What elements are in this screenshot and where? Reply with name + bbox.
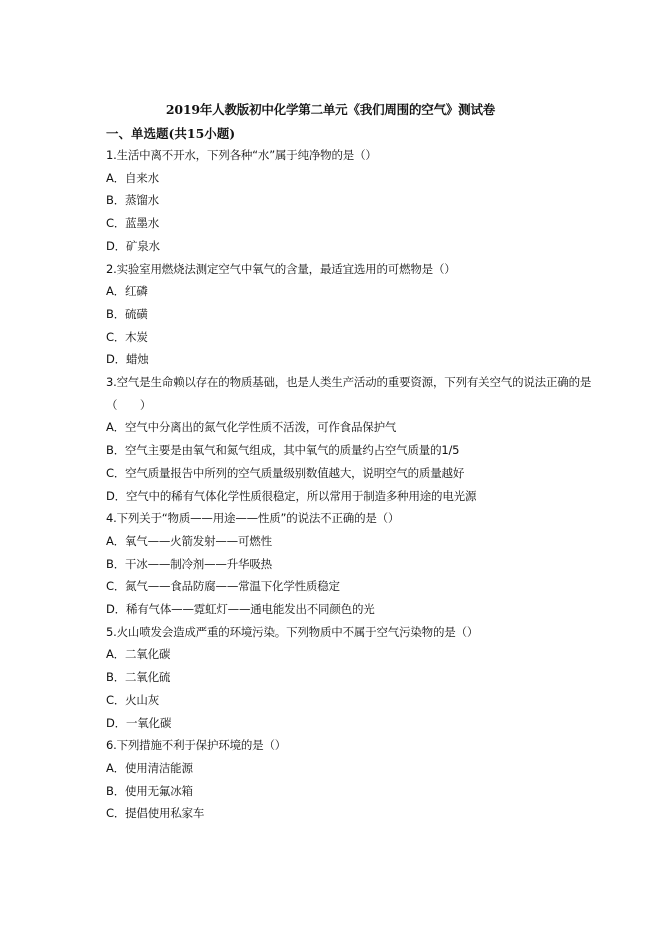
answer-option: D．空气中的稀有气体化学性质很稳定，所以常用于制造多种用途的电光源 — [106, 488, 477, 503]
answer-option: B．蒸馏水 — [106, 193, 159, 208]
answer-option: A．二氧化碳 — [106, 647, 171, 662]
answer-option: B．使用无氟冰箱 — [106, 783, 193, 798]
answer-option: C．木炭 — [106, 329, 148, 344]
answer-option: B．硫磺 — [106, 306, 148, 321]
answer-option: B．二氧化硫 — [106, 670, 171, 685]
answer-option: A．自来水 — [106, 170, 159, 185]
answer-option: A．红磷 — [106, 284, 148, 299]
answer-option: D．矿泉水 — [106, 238, 160, 253]
answer-option: B．空气主要是由氧气和氮气组成，其中氧气的质量约占空气质量的1/5 — [106, 443, 460, 458]
answer-option: C．蓝墨水 — [106, 216, 160, 231]
answer-option: A．氧气——火箭发射——可燃性 — [106, 533, 272, 548]
question-text: 2.实验室用燃烧法测定空气中氧气的含量，最适宜选用的可燃物是（） — [106, 261, 456, 276]
question-text: 3.空气是生命赖以存在的物质基础，也是人类生产活动的重要资源，下列有关空气的说法正确的是 — [106, 375, 592, 389]
question-text: （ ） — [106, 397, 152, 412]
document-title: 2019年人教版初中化学第二单元《我们周围的空气》测试卷 — [165, 102, 496, 117]
question-text: 4.下列关于“物质——用途——性质”的说法不正确的是（） — [106, 511, 400, 526]
answer-option: C．空气质量报告中所列的空气质量级别数值越大，说明空气的质量越好 — [106, 465, 465, 480]
answer-option: C．氮气——食品防腐——常温下化学性质稳定 — [106, 579, 340, 594]
answer-option: D．一氧化碳 — [106, 715, 172, 730]
answer-option: A．使用清洁能源 — [106, 760, 193, 775]
question-text: 5.火山喷发会造成严重的环境污染。下列物质中不属于空气污染物的是（） — [106, 624, 479, 639]
answer-option: C．火山灰 — [106, 692, 160, 707]
answer-option: D．稀有气体——霓虹灯——通电能发出不同颜色的光 — [106, 602, 375, 616]
answer-option: A．空气中分离出的氮气化学性质不活泼，可作食品保护气 — [106, 420, 397, 435]
answer-option: B．干冰——制冷剂——升华吸热 — [106, 556, 272, 571]
question-text: 6.下列措施不利于保护环境的是（） — [106, 738, 287, 753]
answer-option: C．提倡使用私家车 — [106, 806, 205, 821]
question-text: 1.生活中离不开水，下列各种“水”属于纯净物的是（） — [106, 148, 377, 162]
section-heading: 一、单选题(共15小题) — [106, 126, 236, 141]
answer-option: D．蜡烛 — [106, 352, 149, 367]
